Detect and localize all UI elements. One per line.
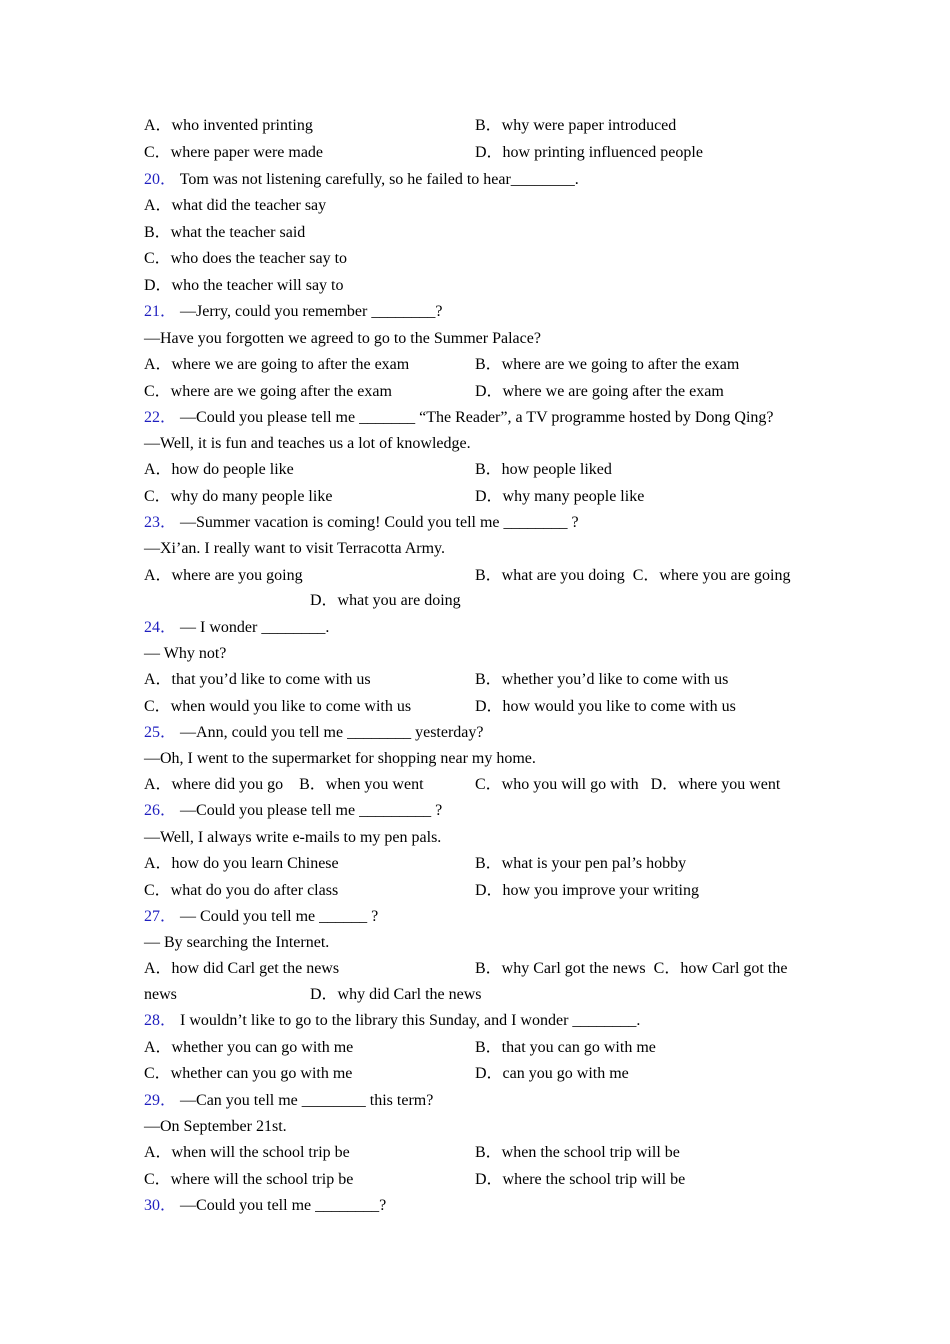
option-text: C．who you will go with D．where you went [475,776,781,793]
question-text: Tom was not listening carefully, so he failed to hear________. [176,171,579,188]
option-text: —On September 21st. [144,1118,287,1135]
question-line [144,723,484,743]
text-line [144,196,326,216]
option-text: A．when will the school trip be [144,1144,350,1161]
option-text: A．where are you going [144,567,303,584]
option-text: —Well, it is fun and teaches us a lot of knowledge. [144,435,471,452]
question-line [144,513,579,533]
question-line [144,1196,386,1216]
option-text: D．how printing influenced people [475,144,703,161]
text-line [144,249,347,269]
option-text: C．what do you do after class [144,882,339,899]
question-number: 20． [144,171,177,188]
option-text: A．how did Carl get the news [144,960,340,977]
option-text: B．whether you’d like to come with us [475,671,729,688]
option-text: B．when the school trip will be [475,1144,680,1161]
option-text: C．where are we going after the exam [144,383,392,400]
text-line [144,985,177,1005]
option-text: D．how would you like to come with us [475,698,736,715]
option-text: D．why did Carl the news [310,986,482,1003]
question-text: — Could you tell me ______ ? [176,908,379,925]
option-text: A．whether you can go with me [144,1039,354,1056]
question-text: —Could you please tell me _______ “The Reader”, a TV programme hosted by Dong Qing? [176,409,774,426]
question-number: 22． [144,409,177,426]
question-text: —Summer vacation is coming! Could you tell me ________ ? [176,514,579,531]
text-line [144,539,445,559]
option-text: C．who does the teacher say to [144,250,348,267]
question-number: 29． [144,1092,177,1109]
question-line [144,170,579,190]
text-line [144,143,323,163]
text-line [144,329,541,349]
option-text: A．that you’d like to come with us [144,671,371,688]
question-number: 26． [144,802,177,819]
question-number: 28． [144,1012,177,1029]
option-text: B．that you can go with me [475,1039,656,1056]
question-text: —Could you tell me ________? [176,1197,387,1214]
question-line [144,1091,433,1111]
option-text: A．where did you go B．when you went [144,776,424,793]
text-line [144,644,226,664]
text-line [144,959,339,979]
text-line [144,828,441,848]
question-number: 25． [144,724,177,741]
option-text: —Xi’an. I really want to visit Terracotta Army. [144,540,446,557]
option-text: D．why many people like [475,488,645,505]
text-line [144,487,332,507]
option-text: — Why not? [144,645,227,662]
option-text: C．whether can you go with me [144,1065,353,1082]
option-text: D．where the school trip will be [475,1171,686,1188]
question-line [144,907,378,927]
text-line [144,460,294,480]
question-number: 21． [144,303,177,320]
option-text: A．who invented printing [144,117,313,134]
option-text: C．why do many people like [144,488,333,505]
question-text: I wouldn’t like to go to the library this Sunday, and I wonder ________. [176,1012,641,1029]
text-line [144,434,471,454]
question-number: 27． [144,908,177,925]
text-line [310,591,461,611]
option-text: B．what is your pen pal’s hobby [475,855,687,872]
option-text: —Have you forgotten we agreed to go to the Summer Palace? [144,330,541,347]
option-text: B．where are we going to after the exam [475,356,740,373]
text-line [144,276,344,296]
text-line [144,1143,350,1163]
option-text: B．how people liked [475,461,612,478]
option-text: B．what the teacher said [144,224,306,241]
option-text: —Oh, I went to the supermarket for shopping near my home. [144,750,536,767]
question-line [144,302,442,322]
text-line [144,1038,353,1058]
option-text: D．how you improve your writing [475,882,699,899]
option-text: D．what you are doing [310,592,461,609]
option-text: A．how do you learn Chinese [144,855,339,872]
text-line [144,116,313,136]
question-text: —Ann, could you tell me ________ yesterday? [176,724,484,741]
option-text: news [144,986,177,1003]
option-text: D．can you go with me [475,1065,629,1082]
option-text: B．why were paper introduced [475,117,677,134]
text-line [144,775,424,795]
option-text: D．where we are going after the exam [475,383,724,400]
option-text: C．where will the school trip be [144,1171,354,1188]
text-line [144,1170,353,1190]
option-text: A．what did the teacher say [144,197,327,214]
option-text: —Well, I always write e-mails to my pen pals. [144,829,442,846]
question-number: 30． [144,1197,177,1214]
option-text: B．what are you doing C．where you are going [475,567,791,584]
option-text: C．where paper were made [144,144,324,161]
question-text: —Jerry, could you remember ________? [176,303,443,320]
question-number: 23． [144,514,177,531]
question-text: —Can you tell me ________ this term? [176,1092,434,1109]
option-text: B．why Carl got the news C．how Carl got the [475,960,788,977]
text-line [144,933,329,953]
text-line [144,749,536,769]
text-line [144,697,411,717]
text-line [144,566,303,586]
question-number: 24． [144,619,177,636]
text-line [144,670,371,690]
option-text: C．when would you like to come with us [144,698,412,715]
text-line [144,881,338,901]
text-line [144,854,339,874]
question-line [144,801,442,821]
question-line [144,1011,640,1031]
question-line [144,408,774,428]
text-line [144,223,305,243]
option-text: D．who the teacher will say to [144,277,344,294]
option-text: — By searching the Internet. [144,934,330,951]
text-line [144,382,392,402]
question-text: — I wonder ________. [176,619,330,636]
option-text: A．how do people like [144,461,294,478]
question-line [144,618,329,638]
text-line [144,1117,287,1137]
text-line [144,1064,352,1084]
text-line [144,355,409,375]
question-text: —Could you please tell me _________ ? [176,802,443,819]
option-text: A．where we are going to after the exam [144,356,410,373]
